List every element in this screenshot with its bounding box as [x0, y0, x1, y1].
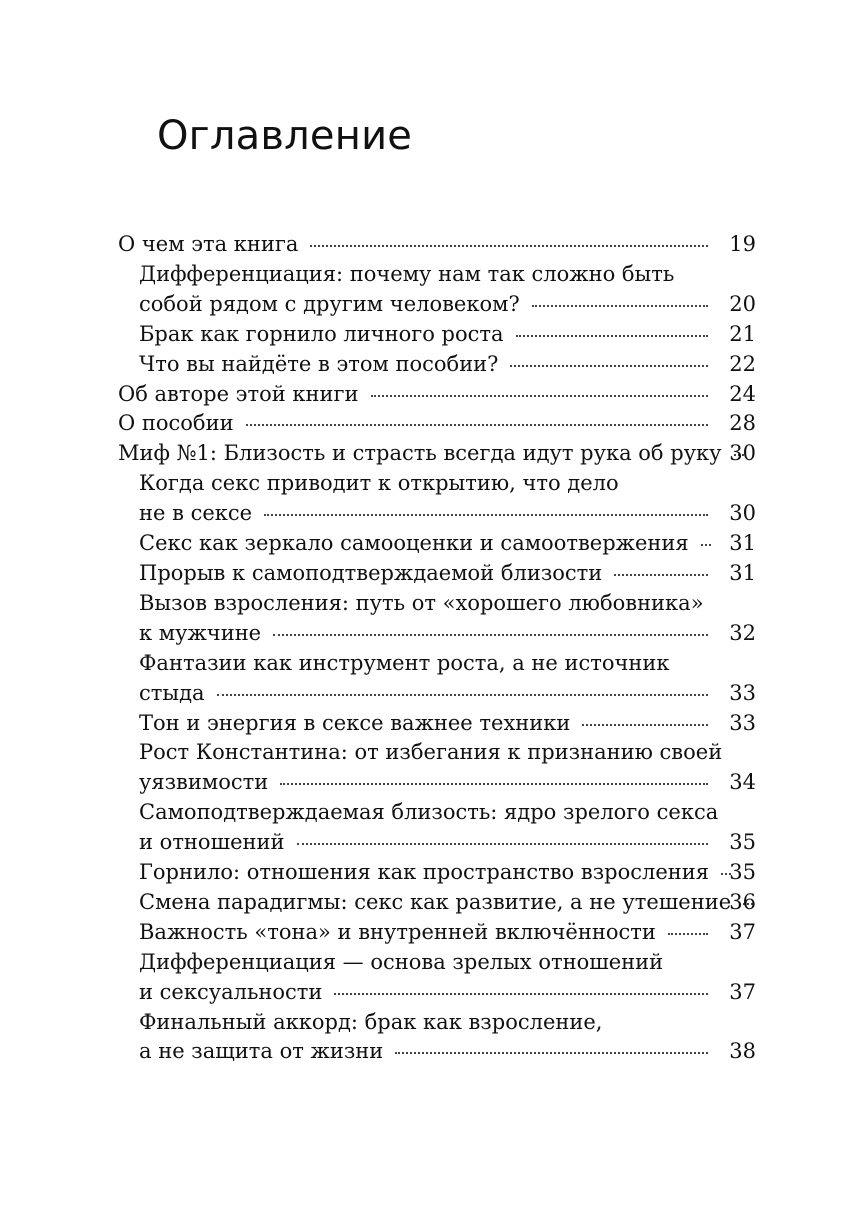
toc-entry-page-number: 37 [729, 919, 756, 944]
toc-entry-title-line: Смена парадигмы: секс как развитие, а не утешение [139, 889, 732, 914]
toc-entry-title-line: Когда секс приводит к открытию, что дело [139, 471, 619, 496]
toc-entry-page-number: 37 [729, 979, 756, 1004]
toc-entry [118, 589, 756, 649]
toc-entry-page-number: 35 [729, 860, 756, 885]
toc-entry-title-line: и отношений [139, 830, 285, 855]
toc-entry [118, 439, 756, 469]
toc-entry-last-line [139, 768, 714, 798]
toc-entry [118, 559, 756, 589]
toc-entry [118, 918, 756, 948]
toc-entry-title-line: собой рядом с другим человеком? [139, 291, 520, 316]
toc-entry-last-line [139, 499, 714, 529]
toc-entry-title-line: Финальный аккорд: брак как взросление, [139, 1009, 603, 1034]
toc-entry-page-number: 34 [729, 770, 756, 795]
toc-entry [118, 738, 756, 798]
toc-entry [118, 260, 756, 320]
toc-entry [118, 230, 756, 260]
toc-entry-page-number: 24 [729, 381, 756, 406]
dot-leader [334, 993, 708, 995]
toc-entry-last-line [139, 619, 714, 649]
toc-entry-page-number: 28 [729, 411, 756, 436]
dot-leader [701, 544, 711, 546]
toc-entry-title-line: Важность «тона» и внутренней включённости [139, 919, 656, 944]
toc-entry-page-number: 32 [729, 620, 756, 645]
toc-entry [118, 320, 756, 350]
toc-entry [118, 888, 756, 918]
toc-entry-title-line: Горнило: отношения как пространство взросления [139, 860, 710, 885]
toc-entry-last-line [118, 380, 714, 410]
toc-entry [118, 649, 756, 709]
toc-entry-title-line: Об авторе этой книги [118, 381, 359, 406]
dot-leader [371, 395, 709, 397]
table-of-contents [118, 230, 756, 1067]
toc-entry-last-line [118, 439, 722, 469]
toc-entry-title-line: Миф №1: Близость и страсть всегда идут рука об руку [118, 441, 722, 466]
dot-leader [246, 424, 708, 426]
toc-entry-title-line: О чем эта книга [118, 232, 299, 256]
toc-entry [118, 529, 756, 559]
toc-entry-title-line: Рост Константина: от избегания к признанию своей [139, 740, 723, 765]
toc-entry-last-line [139, 978, 714, 1008]
toc-entry-page-number: 36 [729, 889, 756, 914]
toc-entry [118, 350, 756, 380]
toc-entry-page-number: 30 [729, 501, 756, 526]
toc-entry [118, 409, 756, 439]
toc-entry-page-number: 22 [729, 351, 756, 376]
toc-entry-title-line: к мужчине [139, 620, 262, 645]
dot-leader [297, 843, 708, 845]
toc-entry-title-line: стыда [139, 680, 205, 705]
toc-entry-title-line: уязвимости [139, 770, 269, 795]
toc-entry-last-line [139, 320, 714, 350]
dot-leader [310, 245, 708, 247]
dot-leader [532, 305, 708, 307]
toc-entry-last-line [139, 350, 714, 380]
toc-entry-page-number: 19 [729, 232, 756, 256]
toc-entry [118, 1008, 756, 1068]
toc-entry-last-line [139, 858, 714, 888]
dot-leader [273, 634, 708, 636]
toc-entry-page-number: 33 [729, 680, 756, 705]
toc-entry-title-line: Прорыв к самоподтверждаемой близости [139, 560, 603, 585]
dot-leader [668, 933, 708, 935]
dot-leader [582, 724, 708, 726]
toc-entry-title-line: О пособии [118, 411, 234, 436]
toc-entry [118, 709, 756, 739]
toc-entry-page-number: 33 [729, 710, 756, 735]
toc-entry-last-line [139, 918, 714, 948]
toc-entry-title-line: Что вы найдёте в этом пособии? [139, 351, 499, 376]
dot-leader [614, 574, 708, 576]
toc-entry-last-line [139, 290, 714, 320]
toc-entry-last-line [118, 409, 714, 439]
dot-leader [510, 365, 708, 367]
toc-entry-page-number: 31 [729, 531, 756, 556]
page-title: Оглавление [157, 113, 413, 159]
toc-entry-title-line: Секс как зеркало самооценки и самоотвержения [139, 531, 689, 556]
toc-entry-title-line: Дифференциация — основа зрелых отношений [139, 949, 664, 974]
toc-entry-title-line: Тон и энергия в сексе важнее техники [139, 710, 571, 735]
dot-leader [217, 694, 708, 696]
toc-entry-title-line: Брак как горнило личного роста [139, 321, 504, 346]
toc-entry-title-line: а не защита от жизни [139, 1039, 384, 1064]
toc-entry [118, 858, 756, 888]
toc-entry-page-number: 30 [729, 441, 756, 466]
dot-leader [516, 335, 708, 337]
dot-leader [280, 783, 708, 785]
toc-entry [118, 469, 756, 529]
toc-entry-last-line [139, 1037, 714, 1067]
dot-leader [395, 1052, 708, 1054]
toc-entry-title-line: Фантазии как инструмент роста, а не источник [139, 650, 670, 675]
toc-entry-last-line [139, 828, 714, 858]
toc-entry-title-line: Дифференциация: почему нам так сложно быть [139, 261, 675, 286]
toc-entry-title-line: и сексуальности [139, 979, 323, 1004]
toc-entry [118, 380, 756, 410]
toc-entry-last-line [139, 559, 714, 589]
toc-entry-page-number: 21 [729, 321, 756, 346]
toc-entry-page-number: 38 [729, 1039, 756, 1064]
toc-entry-page-number: 20 [729, 291, 756, 316]
toc-entry-last-line [139, 888, 732, 918]
toc-entry-title-line: Самоподтверждаемая близость: ядро зрелого секса [139, 800, 719, 825]
toc-entry-last-line [118, 230, 714, 260]
toc-entry-last-line [139, 709, 714, 739]
dot-leader [264, 514, 708, 516]
toc-entry [118, 798, 756, 858]
toc-entry-last-line [139, 679, 714, 709]
toc-entry-last-line [139, 529, 714, 559]
toc-entry [118, 948, 756, 1008]
toc-entry-title-line: не в сексе [139, 501, 253, 526]
toc-entry-page-number: 35 [729, 830, 756, 855]
toc-entry-title-line: Вызов взросления: путь от «хорошего любовника» [139, 590, 704, 615]
toc-entry-page-number: 31 [729, 560, 756, 585]
